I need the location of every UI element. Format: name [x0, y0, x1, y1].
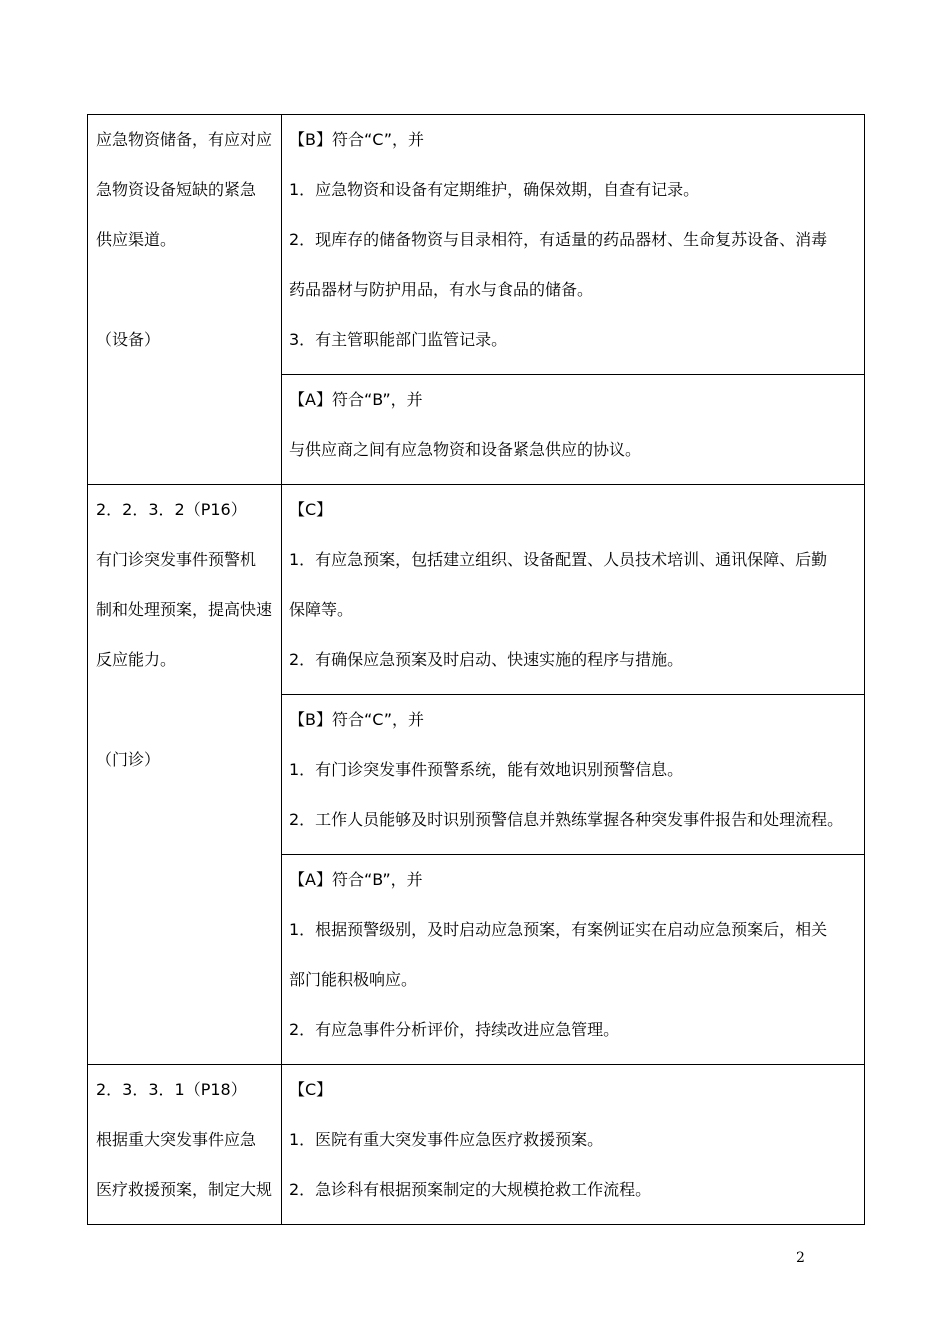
grade-c-cell — [282, 1065, 865, 1225]
grade-heading: 【C】 — [289, 500, 333, 519]
description-line: 应急物资储备，有应对应 — [96, 130, 273, 149]
criterion-line: 2．有应急事件分析评价，持续改进应急管理。 — [289, 1020, 620, 1039]
standard-code: 2．3．3．1（P18） — [96, 1080, 247, 1099]
description-line: 制和处理预案，提高快速 — [96, 600, 273, 619]
category-note: （门诊） — [96, 750, 161, 769]
description-line: 根据重大突发事件应急 — [96, 1130, 257, 1149]
grade-heading: 【B】符合“C”，并 — [289, 710, 425, 729]
grade-b-cell — [282, 695, 865, 855]
criterion-line: 3．有主管职能部门监管记录。 — [289, 330, 508, 349]
page-number: 2 — [796, 1250, 805, 1266]
grade-heading: 【C】 — [289, 1080, 333, 1099]
table-row — [88, 115, 865, 375]
criterion-line: 部门能积极响应。 — [289, 970, 418, 989]
description-line: 急物资设备短缺的紧急 — [96, 180, 257, 199]
criterion-line: 2．急诊科有根据预案制定的大规模抢救工作流程。 — [289, 1180, 652, 1199]
table-row — [88, 1065, 865, 1225]
criterion-line: 1．有应急预案，包括建立组织、设备配置、人员技术培训、通讯保障、后勤 — [289, 550, 828, 569]
criterion-line: 1．根据预警级别，及时启动应急预案，有案例证实在启动应急预案后，相关 — [289, 920, 828, 939]
table-row — [88, 485, 865, 695]
grade-heading: 【A】符合“B”，并 — [289, 390, 423, 409]
standards-table — [87, 114, 865, 1225]
grade-heading: 【B】符合“C”，并 — [289, 130, 425, 149]
criterion-line: 2．现库存的储备物资与目录相符，有适量的药品器材、生命复苏设备、消毒 — [289, 230, 828, 249]
grade-c-cell — [282, 485, 865, 695]
standard-description-cell — [88, 485, 282, 1065]
category-note: （设备） — [96, 330, 161, 349]
grade-a-cell — [282, 855, 865, 1065]
criterion-line: 1．应急物资和设备有定期维护，确保效期，自查有记录。 — [289, 180, 700, 199]
criterion-line: 2．工作人员能够及时识别预警信息并熟练掌握各种突发事件报告和处理流程。 — [289, 810, 844, 829]
description-line: 反应能力。 — [96, 650, 177, 669]
criterion-line: 保障等。 — [289, 600, 354, 619]
standard-description-cell — [88, 115, 282, 485]
grade-a-cell — [282, 375, 865, 485]
description-line: 供应渠道。 — [96, 230, 177, 249]
criterion-line: 药品器材与防护用品，有水与食品的储备。 — [289, 280, 594, 299]
description-line: 医疗救援预案，制定大规 — [96, 1180, 273, 1199]
standard-code: 2．2．3．2（P16） — [96, 500, 247, 519]
criterion-line: 1．医院有重大突发事件应急医疗救援预案。 — [289, 1130, 604, 1149]
criterion-line: 与供应商之间有应急物资和设备紧急供应的协议。 — [289, 440, 642, 459]
criterion-line: 2．有确保应急预案及时启动、快速实施的程序与措施。 — [289, 650, 684, 669]
standard-description-cell — [88, 1065, 282, 1225]
grade-b-cell — [282, 115, 865, 375]
grade-heading: 【A】符合“B”，并 — [289, 870, 423, 889]
description-line: 有门诊突发事件预警机 — [96, 550, 257, 569]
criterion-line: 1．有门诊突发事件预警系统，能有效地识别预警信息。 — [289, 760, 684, 779]
